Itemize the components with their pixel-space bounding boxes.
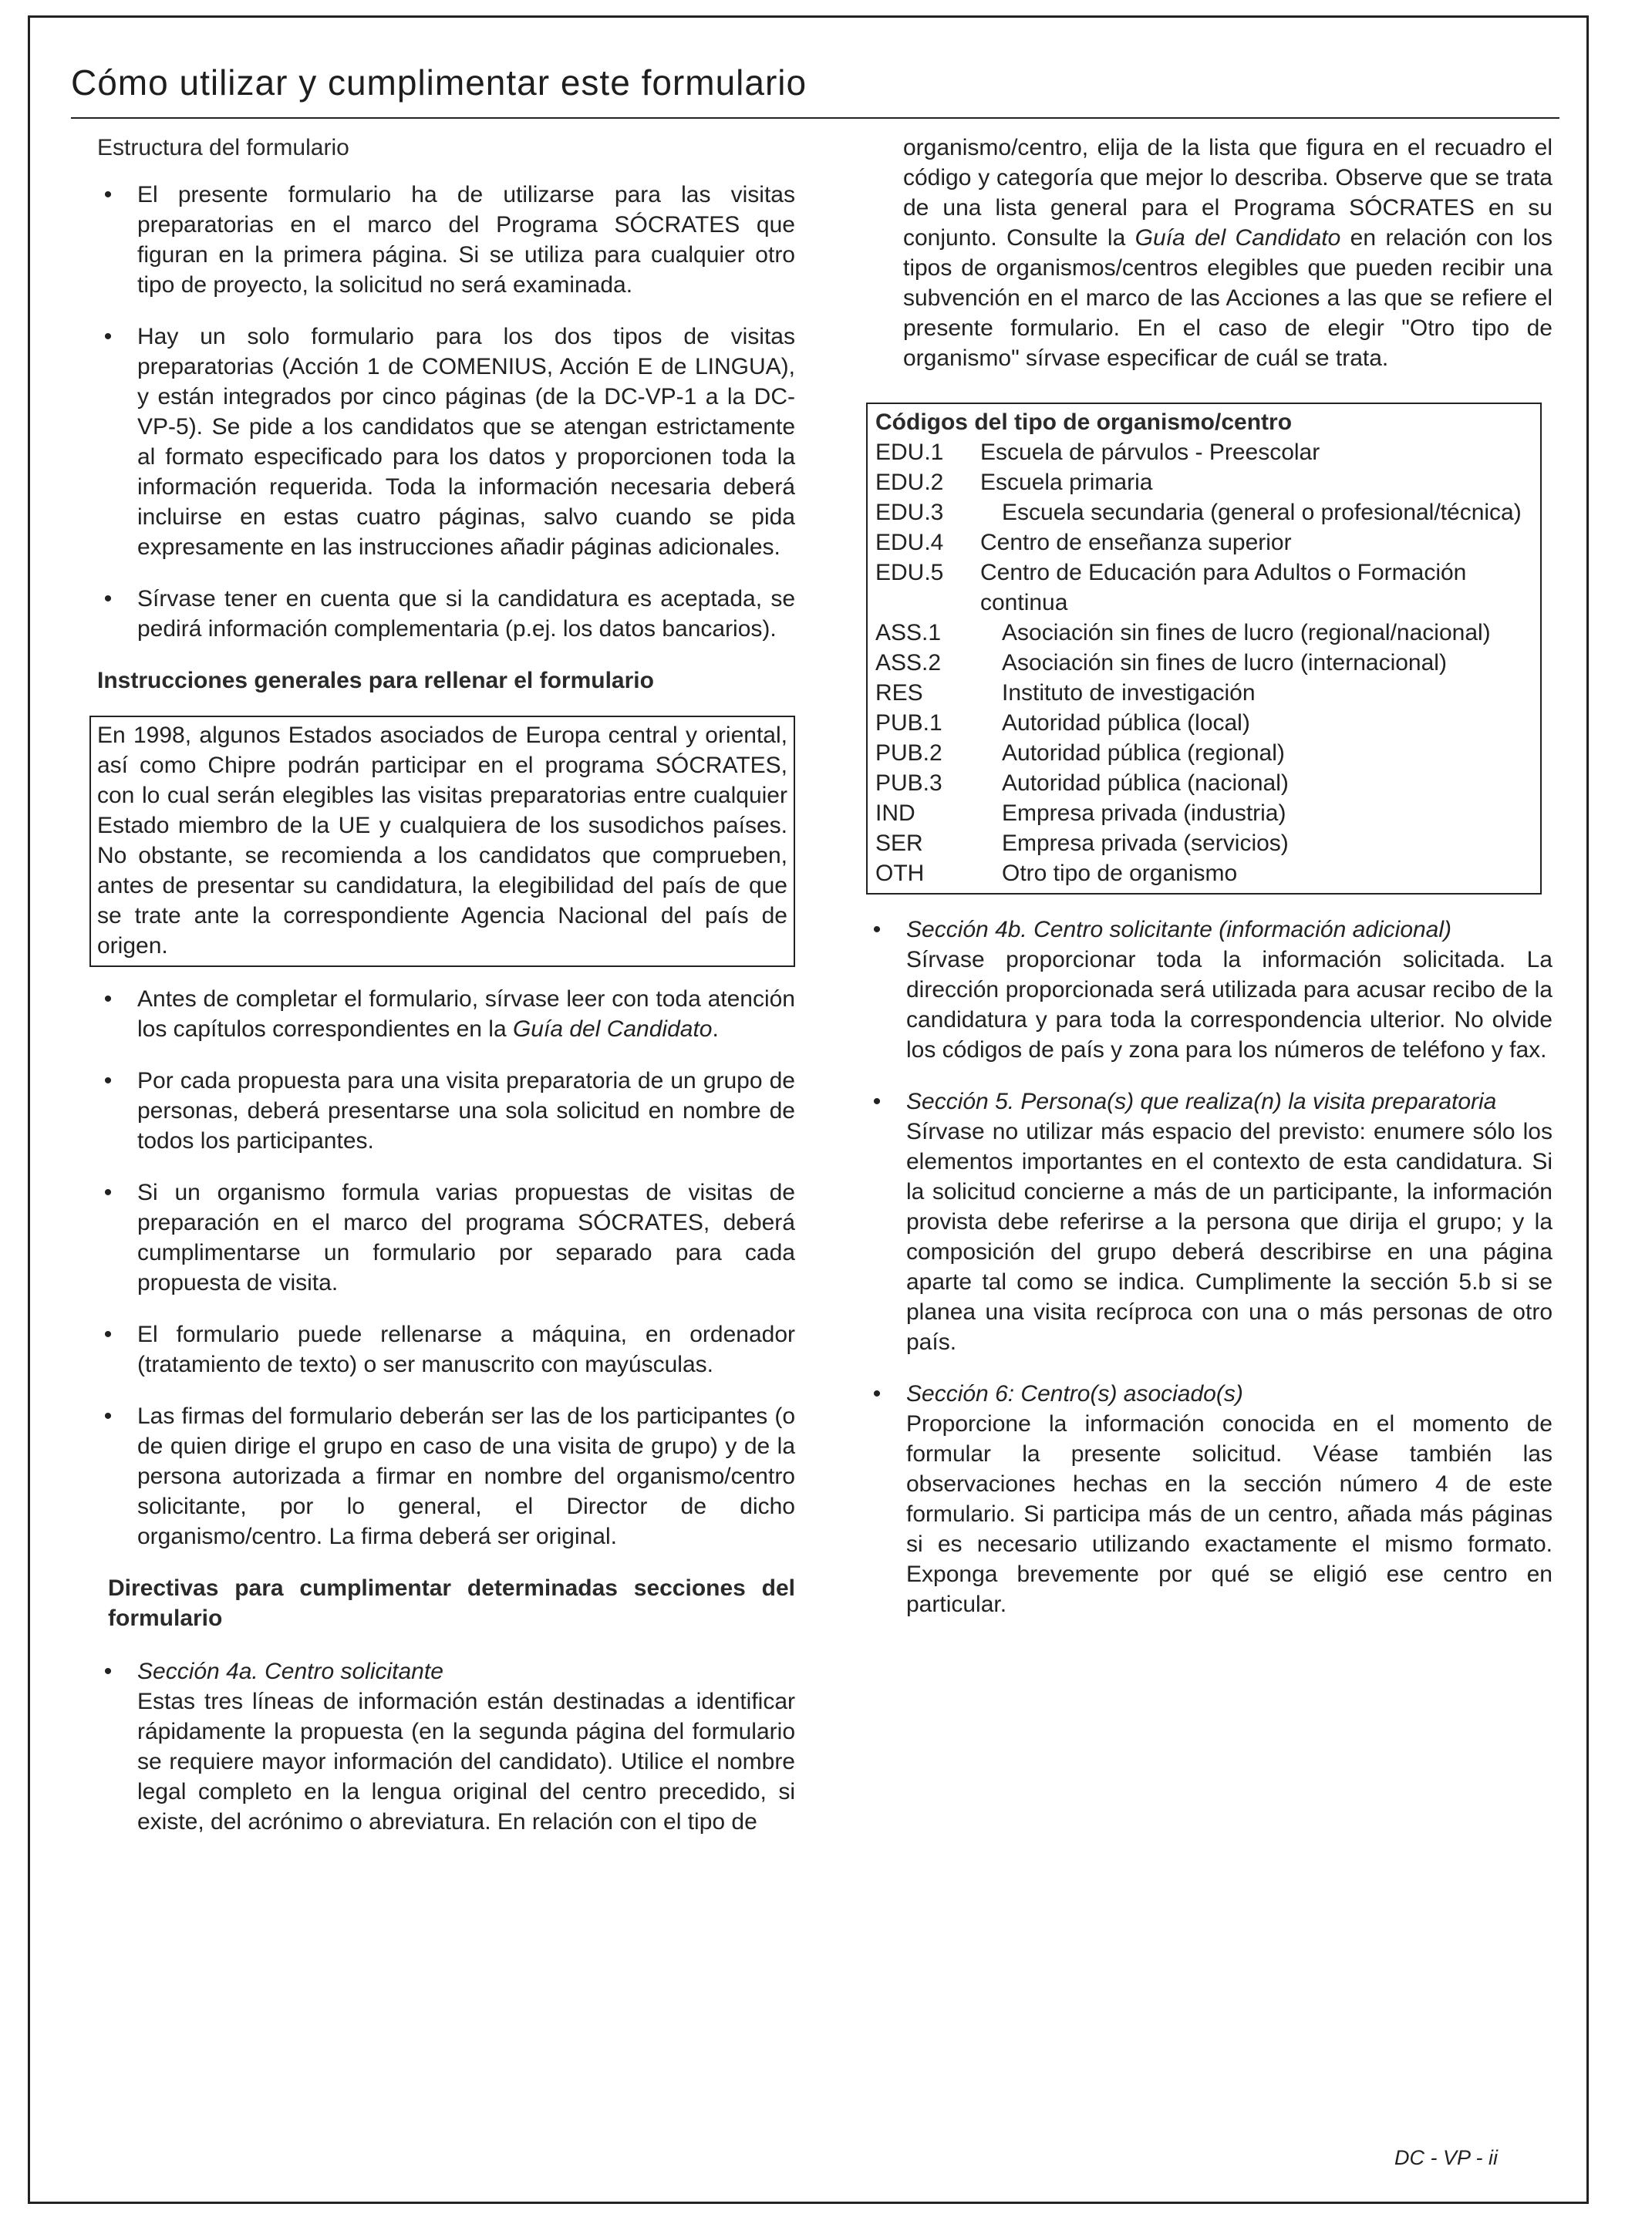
- list-item: [866, 1087, 1553, 1357]
- code-row: [875, 738, 1532, 768]
- bullet-icon: •: [103, 1659, 113, 1684]
- code-description: Autoridad pública (nacional): [1002, 770, 1289, 796]
- title-rule: [71, 117, 1559, 119]
- bullet-text: Hay un solo formulario para los dos tipos de visitas preparatorias (Acción 1 de COMENIUS, Acción E de LINGUA), y están integrados por cinco páginas (de la DC-VP-1 a la DC-VP-5). Se pide a los candidatos que se atengan estrictamente al formato especificado para los datos y proporcionen toda la información requerida. Toda la información necesaria deberá incluirse en estas cuatro páginas, salvo cuando se pida expresamente en las instrucciones añadir páginas adicionales.: [137, 324, 795, 560]
- code-row: [875, 527, 1532, 558]
- bullet-icon: •: [103, 1322, 113, 1347]
- guide-title: Guía del Candidato: [1134, 225, 1341, 251]
- code-description: Autoridad pública (regional): [1002, 740, 1285, 766]
- code-row: [875, 648, 1532, 678]
- guide-title: Guía del Candidato: [512, 1016, 713, 1042]
- bullet-icon: •: [103, 986, 113, 1012]
- code-description: Empresa privada (servicios): [1002, 831, 1289, 856]
- code-row: [875, 558, 1532, 618]
- code-label: EDU.1: [875, 440, 944, 465]
- code-description: Autoridad pública (local): [1002, 710, 1250, 736]
- right-column: [866, 133, 1553, 1619]
- code-label: PUB.2: [875, 740, 942, 766]
- code-row: [875, 708, 1532, 738]
- bullet-icon: •: [103, 324, 113, 349]
- page-title: Cómo utilizar y cumplimentar este formulario: [71, 62, 807, 103]
- continued-text: [866, 133, 1553, 373]
- list-item: [97, 180, 795, 300]
- bullet-icon: •: [103, 182, 113, 207]
- code-row: [875, 467, 1532, 497]
- left-column: [97, 133, 795, 1837]
- notice-box: [89, 716, 795, 967]
- bullet-icon: •: [103, 1068, 113, 1093]
- section4b-text: Sírvase proporcionar toda la información solicitada. La dirección proporcionada será utilizada para acusar recibo de la candidatura y para toda la correspondencia ulterior. No olvide los códigos de país y zona para los números de teléfono y fax.: [906, 947, 1553, 1063]
- codes-list: [875, 437, 1532, 888]
- code-label: ASS.2: [875, 650, 942, 676]
- list-item: [97, 1319, 795, 1380]
- section4b-title: Sección 4b. Centro solicitante (información adicional): [906, 917, 1452, 942]
- code-description: Centro de enseñanza superior: [980, 530, 1292, 555]
- general-bullets: [97, 984, 795, 1552]
- code-label: OTH: [875, 861, 925, 886]
- code-description: Escuela de párvulos - Preescolar: [980, 440, 1320, 465]
- bullet-text: Antes de completar el formulario, sírvase leer con toda atención los capítulos correspondientes en la: [137, 986, 795, 1042]
- heading-estructura: Estructura del formulario: [97, 135, 349, 160]
- list-item: [866, 1379, 1553, 1619]
- code-label: PUB.1: [875, 710, 942, 736]
- section4a-item: [97, 1656, 795, 1837]
- list-item: [97, 322, 795, 562]
- code-description: Empresa privada (industria): [1002, 800, 1286, 826]
- code-label: SER: [875, 831, 923, 856]
- continued-text-end: en relación con los tipos de organismos/centros elegibles que pueden recibir una subvención en el marco de las Acciones a las que se refiere el presente formulario. En el caso de elegir "Otro tipo de organismo" sírvase especificar de cuál se trata.: [903, 225, 1553, 371]
- bullet-icon: •: [103, 1403, 113, 1429]
- section4a-title: Sección 4a. Centro solicitante: [137, 1659, 443, 1684]
- section5-text: Sírvase no utilizar más espacio del previsto: enumere sólo los elementos importantes en el contexto de esta candidatura. Si la solicitud concierne a más de un participante, la información provista debe referirse a la persona que dirija el grupo; y la composición del grupo deberá describirse en una página aparte tal como se indica. Cumplimente la sección 5.b si se planea una visita recíproca con una o más personas de otro país.: [906, 1119, 1553, 1355]
- code-description: Escuela primaria: [980, 470, 1153, 495]
- code-description: Asociación sin fines de lucro (regional/nacional): [1002, 620, 1491, 645]
- code-row: [875, 437, 1532, 467]
- codes-title: Códigos del tipo de organismo/centro: [875, 409, 1293, 435]
- bullet-text: El formulario puede rellenarse a máquina, en ordenador (tratamiento de texto) o ser manuscrito con mayúsculas.: [137, 1322, 795, 1377]
- bullet-icon: •: [872, 1381, 882, 1407]
- code-label: RES: [875, 680, 923, 706]
- bullet-icon: •: [872, 1089, 882, 1114]
- list-item: [97, 1656, 795, 1837]
- section-bullets: [866, 915, 1553, 1619]
- bullet-text: Sírvase tener en cuenta que si la candidatura es aceptada, se pedirá información complementaria (p.ej. los datos bancarios).: [137, 586, 795, 642]
- code-row: [875, 497, 1532, 527]
- list-item: [97, 984, 795, 1044]
- code-row: [875, 798, 1532, 828]
- code-row: [875, 618, 1532, 648]
- code-label: EDU.3: [875, 500, 944, 525]
- code-description: Instituto de investigación: [1002, 680, 1256, 706]
- list-item: [97, 584, 795, 644]
- list-item: [97, 1401, 795, 1552]
- bullet-icon: •: [103, 586, 113, 612]
- bullet-icon: •: [872, 917, 882, 942]
- page-footer: DC - VP - ii: [1394, 2146, 1498, 2169]
- code-description: Asociación sin fines de lucro (internacional): [1002, 650, 1447, 676]
- bullet-icon: •: [103, 1180, 113, 1205]
- code-description: Escuela secundaria (general o profesional/técnica): [1002, 500, 1522, 525]
- bullet-text: El presente formulario ha de utilizarse para las visitas preparatorias en el marco del Programa SÓCRATES que figuran en la primera página. Si se utiliza para cualquier otro tipo de proyecto, la solicitud no será examinada.: [137, 182, 795, 298]
- bullet-text: Las firmas del formulario deberán ser las de los participantes (o de quien dirige el grupo en caso de una visita de grupo) y de la persona autorizada a firmar en nombre del organismo/centro solicitante, por lo general, el Director de dicho organismo/centro. La firma deberá ser original.: [137, 1403, 795, 1549]
- code-description: Otro tipo de organismo: [1002, 861, 1238, 886]
- code-row: [875, 768, 1532, 798]
- code-label: ASS.1: [875, 620, 942, 645]
- code-label: PUB.3: [875, 770, 942, 796]
- section4a-text: Estas tres líneas de información están destinadas a identificar rápidamente la propuesta (en la segunda página del formulario se requiere mayor información del candidato). Utilice el nombre legal completo en la lengua original del centro precedido, si existe, del acrónimo o abreviatura. En relación con el tipo de: [137, 1689, 795, 1835]
- code-label: EDU.5: [875, 560, 944, 585]
- list-item: [97, 1066, 795, 1156]
- code-label: IND: [875, 800, 915, 826]
- bullet-text: Por cada propuesta para una visita preparatoria de un grupo de personas, deberá presentarse una sola solicitud en nombre de todos los participantes.: [137, 1068, 795, 1154]
- code-row: [875, 828, 1532, 858]
- code-description: Centro de Educación para Adultos o Formación continua: [980, 560, 1467, 615]
- notice-text: En 1998, algunos Estados asociados de Europa central y oriental, así como Chipre podrán participar en el programa SÓCRATES, con lo cual serán elegibles las visitas preparatorias entre cualquier Estado miembro de la UE y cualquiera de los susodichos países. No obstante, se recomienda a los candidatos que comprueben, antes de presentar su candidatura, la elegibilidad del país de que se trate ante la correspondiente Agencia Nacional del país de origen.: [97, 723, 787, 959]
- section6-title: Sección 6: Centro(s) asociado(s): [906, 1381, 1243, 1407]
- heading-directivas: Directivas para cumplimentar determinadas secciones del formulario: [108, 1575, 795, 1631]
- code-label: EDU.4: [875, 530, 944, 555]
- code-row: [875, 678, 1532, 708]
- heading-instrucciones: Instrucciones generales para rellenar el formulario: [97, 668, 654, 693]
- list-item: [866, 915, 1553, 1065]
- code-row: [875, 858, 1532, 888]
- section5-title: Sección 5. Persona(s) que realiza(n) la visita preparatoria: [906, 1089, 1497, 1114]
- section6-text: Proporcione la información conocida en el momento de formular la presente solicitud. Véase también las observaciones hechas en la sección número 4 de este formulario. Si participa más de un centro, añada más páginas si es necesario utilizando exactamente el mismo formato. Exponga brevemente por qué se eligió ese centro en particular.: [906, 1411, 1553, 1617]
- bullet-text: Si un organismo formula varias propuestas de visitas de preparación en el marco del programa SÓCRATES, deberá cumplimentarse un formulario por separado para cada propuesta de visita.: [137, 1180, 795, 1296]
- bullet-text-end: .: [712, 1016, 719, 1042]
- list-item: [97, 1178, 795, 1298]
- structure-bullets: [97, 180, 795, 644]
- continued-text-start: organismo/centro, elija de la lista que figura en el recuadro el código y categoría que mejor lo describa. Observe que se trata de una lista general para el Programa SÓCRATES en su conjunto. Consulte la: [903, 135, 1553, 251]
- codes-box: [866, 403, 1542, 895]
- code-label: EDU.2: [875, 470, 944, 495]
